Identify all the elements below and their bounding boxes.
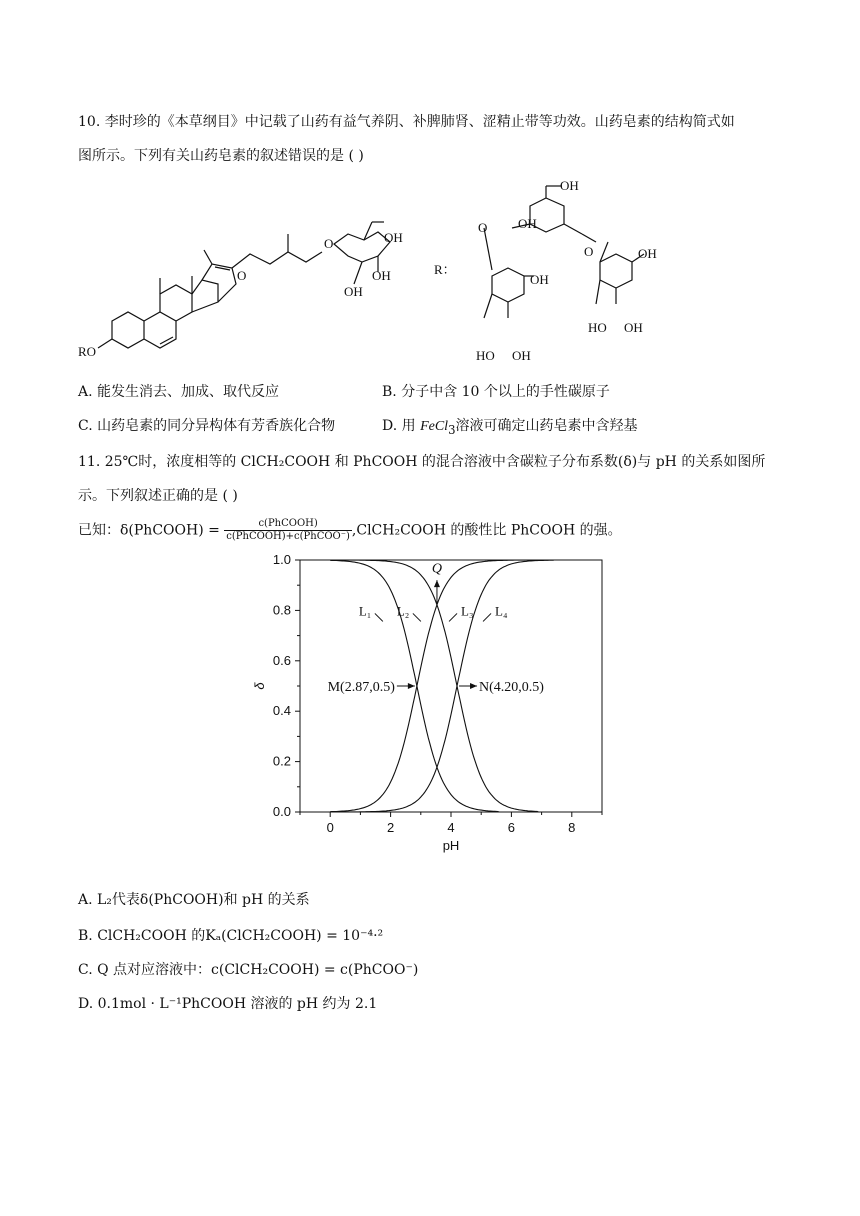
x-tick-label: 2 — [386, 820, 395, 835]
known-suffix: ,ClCH₂COOH 的酸性比 PhCOOH 的强。 — [351, 522, 622, 539]
r-oxygen-label: O — [584, 244, 594, 259]
sugar-oh-label: OH — [344, 284, 363, 299]
y-tick-label: 0.2 — [272, 753, 291, 769]
r-oh-label: OH — [624, 320, 643, 335]
x-tick-label: 6 — [507, 820, 516, 835]
ro-label: RO — [78, 344, 97, 359]
fraction-numerator: c(PhCOOH) — [224, 518, 352, 531]
r-oh-label: OH — [518, 216, 537, 231]
r-oh-label: OH — [638, 246, 657, 261]
q-point-label: Q — [431, 561, 443, 577]
series-label-2: L₂ — [396, 603, 410, 619]
r-ho-label: HO — [588, 320, 607, 335]
y-axis-label: δ — [252, 682, 267, 690]
q11-stem-line1: 11. 25℃时，浓度相等的 ClCH₂COOH 和 PhCOOH 的混合溶液中含碳粒子分布系数(δ)与 pH 的关系如图所 — [78, 454, 766, 470]
q-arrowhead — [434, 580, 440, 587]
sugar-oh-label: OH — [384, 230, 403, 245]
series-label-leader — [375, 613, 383, 621]
series-label-leader — [483, 613, 491, 621]
series-label-leader — [413, 613, 421, 621]
r-oh-label: OH — [530, 272, 549, 287]
n-point-label: N(4.20,0.5) — [479, 680, 544, 695]
series-label-1: L₁ — [358, 603, 372, 619]
q10-stem-line2: 图所示。下列有关山药皂素的叙述错误的是 ( ) — [78, 148, 364, 164]
y-tick-label: 0.8 — [272, 602, 291, 618]
distribution-chart — [250, 548, 620, 858]
y-tick-label: 0.6 — [272, 652, 291, 668]
glycoside-oxygen-label: O — [324, 236, 334, 251]
q11-option-a[interactable]: A. L₂代表δ(PhCOOH)和 pH 的关系 — [78, 892, 310, 908]
m-arrowhead — [408, 683, 415, 689]
r-oh-label: OH — [512, 348, 531, 363]
q10-stem-line1: 10. 李时珍的《本草纲目》中记载了山药有益气养阴、补脾肺肾、涩精止带等功效。山药皂素的结构简式如 — [78, 114, 735, 130]
q10-option-c[interactable]: C. 山药皂素的同分异构体有芳香族化合物 — [78, 418, 336, 434]
series-label-4: L₄ — [495, 603, 508, 619]
x-axis-label: pH — [442, 838, 460, 853]
r-oh-label: OH — [560, 178, 579, 193]
r-oxygen-label: O — [478, 220, 488, 235]
q10-option-d[interactable] — [382, 416, 638, 440]
m-point-label: M(2.87,0.5) — [327, 680, 395, 695]
saponin-structure-figure — [72, 176, 692, 371]
q11-option-b[interactable]: B. ClCH₂COOH 的Kₐ(ClCH₂COOH) = 10⁻⁴·² — [78, 928, 384, 944]
fecl3-subscript: 3 — [448, 422, 456, 437]
y-tick-label: 0.4 — [272, 703, 291, 719]
n-arrowhead — [470, 683, 477, 689]
q11-stem-line2: 示。下列叙述正确的是 ( ) — [78, 488, 238, 504]
fraction-denominator: c(PhCOOH)+c(PhCOO⁻) — [226, 531, 350, 542]
q10-option-a[interactable]: A. 能发生消去、加成、取代反应 — [78, 384, 280, 400]
q11-known-condition — [78, 518, 622, 543]
q11-option-c[interactable]: C. Q 点对应溶液中：c(ClCH₂COOH) = c(PhCOO⁻) — [78, 962, 419, 978]
r-ho-label: HO — [476, 348, 495, 363]
x-tick-label: 8 — [568, 820, 576, 835]
ring-oxygen-label: O — [237, 268, 247, 283]
x-tick-label: 0 — [326, 820, 334, 835]
known-prefix: 已知：δ(PhCOOH) = — [78, 522, 225, 539]
q10-option-b[interactable]: B. 分子中含 10 个以上的手性碳原子 — [382, 384, 610, 400]
q10-option-d-suffix: 溶液可确定山药皂素中含羟基 — [455, 418, 638, 434]
r-label: R： — [434, 262, 456, 277]
series-label-leader — [449, 613, 457, 621]
delta-fraction — [224, 518, 352, 543]
y-tick-label: 1.0 — [272, 552, 291, 567]
x-tick-label: 4 — [447, 820, 455, 835]
q11-option-d[interactable]: D. 0.1mol · L⁻¹PhCOOH 溶液的 pH 约为 2.1 — [78, 996, 378, 1012]
q10-option-d-prefix: D. 用 — [382, 418, 421, 434]
sugar-oh-label: OH — [372, 268, 391, 283]
series-label-3: L₃ — [461, 603, 474, 619]
y-tick-label: 0.0 — [272, 804, 291, 819]
fecl3-formula: FeCl — [420, 419, 449, 434]
